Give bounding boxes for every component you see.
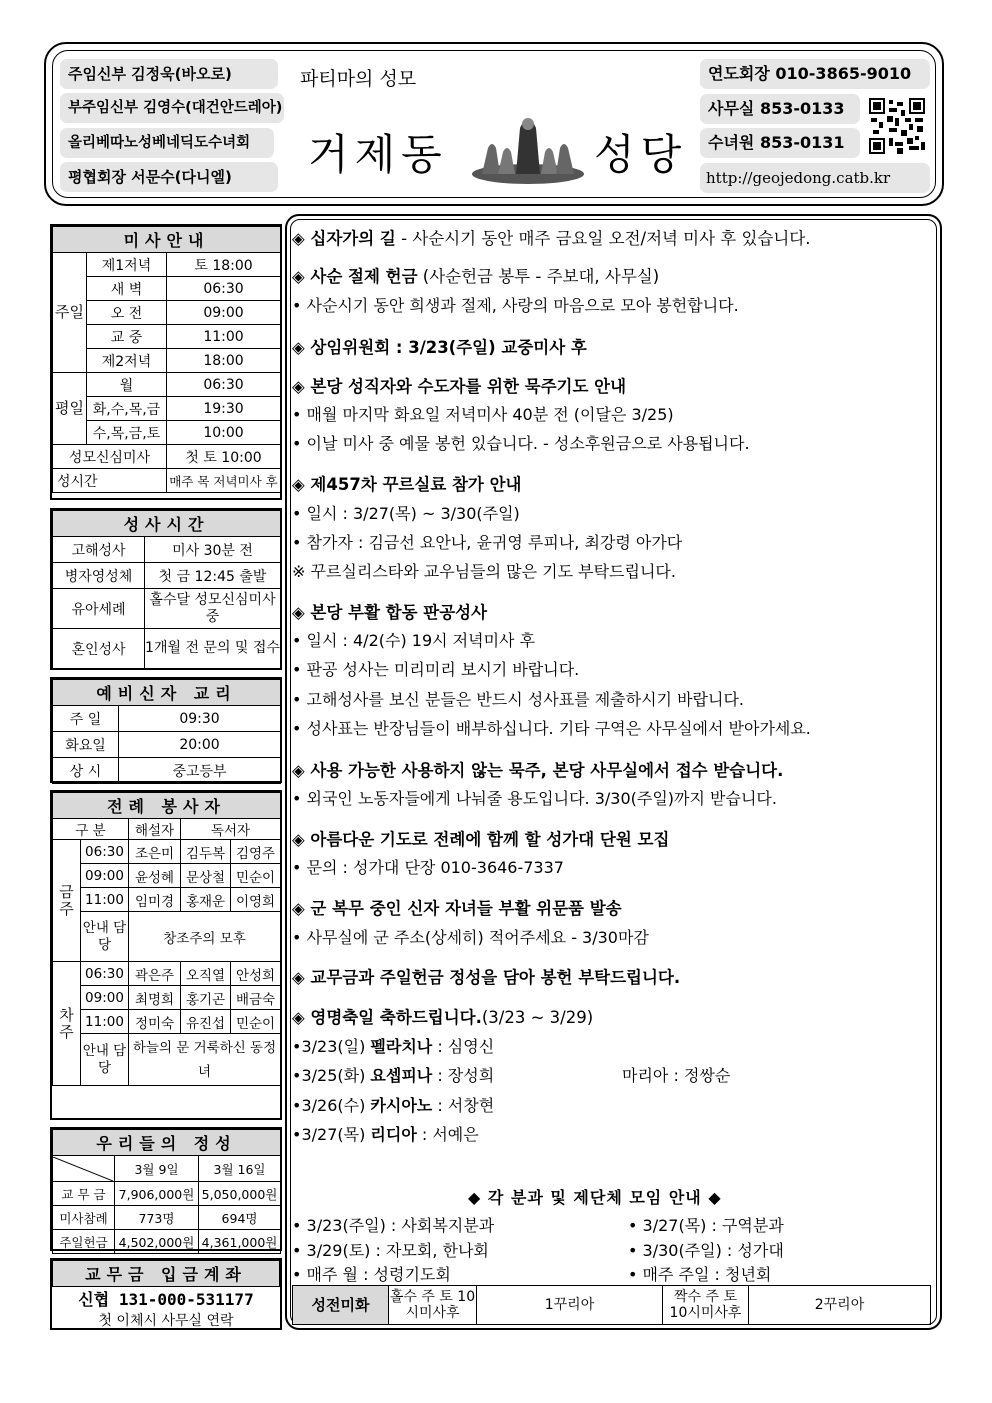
group-meeting: • 3/30(주일) : 성가대 [628,1241,784,1260]
rosary-prayer-title: ◈ 본당 성직자와 수도자를 위한 묵주기도 안내 [292,377,627,396]
cleaning-even-group: 2꾸리아 [749,1286,931,1325]
account-title: 교무금 입금계좌 [53,1261,280,1287]
server-commentator: 조은미 [129,840,181,864]
server-reader: 민순이 [231,864,281,888]
feast-date: •3/23(일) [292,1037,371,1056]
cursillo-detail: ※ 꾸르실리스타와 교우님들의 많은 기도 부탁드립니다. [292,562,676,581]
server-reader: 김영주 [231,840,281,864]
sacraments-title: 성사시간 [53,511,281,537]
this-week-guide: 창조주의 모후 [129,912,281,962]
sunday-label: 주일 [53,253,87,373]
lent-notice [292,263,659,287]
sacrament-name: 혼인성사 [53,629,145,669]
sacrament-time: 첫 금 12:45 출발 [145,563,281,589]
offering-value: 5,050,000원 [199,1182,281,1206]
this-week-label: 금주 [53,840,81,962]
feast-range: (3/23 ~ 3/29) [481,1008,594,1027]
mass-time: 11:00 [167,325,281,349]
account-table [52,1260,280,1330]
mass-time: 토 18:00 [167,253,281,277]
penance-title: ◈ 본당 부활 합동 판공성사 [292,603,488,622]
mass-time: 06:30 [167,277,281,301]
penance-detail: • 일시 : 4/2(수) 19시 저녁미사 후 [292,631,536,650]
stations-text: - 사순시기 동안 매주 금요일 오전/저녁 미사 후 있습니다. [395,229,811,248]
parish-title-right: 성당 [594,130,688,179]
catechumen-table [52,679,281,784]
dues-notice: ◈ 교무금과 주일헌금 정성을 담아 봉헌 부탁드립니다. [292,968,681,987]
mass-name: 수,목,금,토 [87,421,167,445]
penance-detail: • 고해성사를 보신 분들은 반드시 성사표를 제출하시기 바랍니다. [292,690,744,709]
account-note: 첫 이체시 사무실 연락 [98,1313,234,1329]
rosary-prayer-detail: • 매월 마지막 화요일 저녁미사 40분 전 (이달은 3/25) [292,405,674,424]
sacrament-time: 홀수달 성모신심미사 중 [145,589,281,629]
mass-time: 10:00 [167,421,281,445]
server-reader: 홍기곤 [181,986,231,1010]
funeral-contact-pill: 연도회장 010-3865-9010 [700,59,930,89]
server-time: 06:30 [81,962,129,986]
sacrament-time: 미사 30분 전 [145,537,281,563]
feast-entry [292,1034,494,1057]
mass-name: 성시간 [53,469,167,493]
parish-title-left: 거제동 [308,130,448,179]
weekday-label: 평일 [53,373,87,445]
group-meeting: • 3/23(주일) : 사회복지분과 [292,1216,495,1235]
server-time: 09:00 [81,864,129,888]
server-reader: 홍재운 [181,888,231,912]
feast-person: : 정쌍순 [668,1066,731,1085]
council-pill: 평협회장 서문수(다니엘) [60,162,278,192]
guide-label: 안내 담당 [81,1034,129,1086]
servers-head-reader: 독서자 [181,819,281,840]
server-reader: 김두복 [181,840,231,864]
servers-title: 전례 봉사자 [53,793,281,819]
mass-name: 제2저녁 [87,349,167,373]
offering-date: 3월 9일 [115,1156,199,1182]
mass-time: 18:00 [167,349,281,373]
server-time: 11:00 [81,1010,129,1034]
feast-entry [292,1093,494,1116]
class-day: 상 시 [53,758,119,784]
servers-head-division: 구 분 [53,819,129,840]
sacrament-name: 고해성사 [53,537,145,563]
cleaning-even-week: 짝수 주 토 10시미사후 [663,1286,749,1325]
feast-saint: 카시아노 [370,1096,433,1115]
offering-label: 주일헌금 [53,1230,115,1254]
offering-value: 7,906,000원 [115,1182,199,1206]
server-reader: 문상철 [181,864,231,888]
mass-name: 월 [87,373,167,397]
sacrament-name: 병자영성체 [53,563,145,589]
catechumen-title: 예비신자 교리 [53,680,281,706]
guide-label: 안내 담당 [81,912,129,962]
penance-detail: • 성사표는 반장님들이 배부하십니다. 기타 구역은 사무실에서 받아가세요. [292,719,811,738]
office-phone-pill: 사무실 853-0133 [700,94,860,124]
feast-date: •3/27(목) [292,1125,371,1144]
servers-table [52,792,281,1086]
feast-entry [292,1063,494,1086]
group-meeting: • 매주 월 : 성령기도회 [292,1265,451,1284]
mass-time: 06:30 [167,373,281,397]
offering-value: 694명 [199,1206,281,1230]
committee-notice: ◈ 상임위원회 : 3/23(주일) 교중미사 후 [292,338,587,357]
class-time: 중고등부 [119,758,281,784]
sacrament-time: 1개월 전 문의 및 접수 [145,629,281,669]
military-title: ◈ 군 복무 중인 신자 자녀들 부활 위문품 발송 [292,899,622,918]
feast-saint: 요셉피나 [370,1066,433,1085]
sacraments-table [52,510,281,669]
feast-person: : 서예은 [416,1125,479,1144]
server-reader: 민순이 [231,1010,281,1034]
class-day: 주 일 [53,706,119,732]
mass-time: 09:00 [167,301,281,325]
mass-schedule-title: 미사안내 [53,227,281,253]
mass-time: 첫 토 10:00 [167,445,281,469]
cursillo-detail: • 일시 : 3/27(목) ~ 3/30(주일) [292,504,520,523]
choir-title: ◈ 아름다운 기도로 전례에 함께 할 성가대 단원 모집 [292,830,670,849]
rosary-prayer-detail: • 이날 미사 중 예물 봉헌 있습니다. - 성소후원금으로 사용됩니다. [292,434,750,453]
feast-saint: 리디아 [370,1125,417,1144]
mass-schedule-table [52,226,281,493]
offering-value: 4,502,000원 [115,1230,199,1254]
server-time: 09:00 [81,986,129,1010]
server-reader: 이영희 [231,888,281,912]
choir-detail: • 문의 : 성가대 단장 010-3646-7337 [292,858,564,877]
offering-date: 3월 16일 [199,1156,281,1182]
mass-name: 새 벽 [87,277,167,301]
class-time: 20:00 [119,732,281,758]
offering-label: 미사참례 [53,1206,115,1230]
military-detail: • 사무실에 군 주소(상세히) 적어주세요 - 3/30마감 [292,928,649,947]
mass-name: 오 전 [87,301,167,325]
feast-person: : 장성희 [432,1066,495,1085]
sacrament-name: 유아세례 [53,589,145,629]
feast-date: •3/25(화) [292,1066,371,1085]
feast-title: ◈ 영명축일 축하드립니다. [292,1008,482,1027]
parish-website: http://geojedong.catb.kr [700,163,930,193]
groups-title: ◆ 각 분과 및 제단체 모임 안내 ◆ [468,1188,722,1207]
server-commentator: 정미숙 [129,1010,181,1034]
stations-title: ◈ 십자가의 길 [292,229,396,248]
group-meeting: • 매주 주일 : 청년회 [628,1265,772,1284]
feast-saint: 펠라치나 [370,1037,433,1056]
server-commentator: 곽은주 [129,962,181,986]
feast-person: : 서창현 [432,1096,495,1115]
parish-patron: 파티마의 성모 [300,68,417,90]
servers-head-commentator: 해설자 [129,819,181,840]
rosary-collection-title: ◈ 사용 가능한 사용하지 않는 묵주, 본당 사무실에서 접수 받습니다. [292,761,784,780]
assistant-pastor-pill: 부주임신부 김영수(대건안드레아) [60,93,284,123]
server-commentator: 임미경 [129,888,181,912]
server-commentator: 윤성혜 [129,864,181,888]
offering-value: 773명 [115,1206,199,1230]
feast-entry [622,1063,730,1086]
cleaning-label: 성전미화 [293,1286,389,1325]
cursillo-title: ◈ 제457차 꾸르실료 참가 안내 [292,475,522,494]
offering-label: 교 무 금 [53,1182,115,1206]
offering-value: 4,361,000원 [199,1230,281,1254]
offerings-corner [53,1156,115,1182]
cleaning-odd-group: 1꾸리아 [477,1286,663,1325]
next-week-label: 차주 [53,962,81,1086]
convent-phone-pill: 수녀원 853-0131 [700,128,860,158]
pastor-pill: 주임신부 김정욱(바오로) [60,59,278,89]
lent-title: ◈ 사순 절제 헌금 [292,267,418,286]
server-time: 06:30 [81,840,129,864]
feast-notice [292,1004,593,1028]
lent-paren: (사순헌금 봉투 - 주보대, 사무실) [417,267,660,286]
sisters-pill: 올리베따노성베네딕도수녀회 [60,128,274,158]
mass-name: 제1저녁 [87,253,167,277]
penance-detail: • 판공 성사는 미리미리 보시기 바랍니다. [292,660,580,679]
lent-detail: • 사순시기 동안 희생과 절제, 사랑의 마음으로 모아 봉헌합니다. [292,296,739,315]
account-number: 신협 131-000-531177 [78,1290,254,1309]
rosary-collection-detail: • 외국인 노동자들에게 나눠줄 용도입니다. 3/30(주일)까지 받습니다. [292,789,777,808]
server-reader: 배금숙 [231,986,281,1010]
cursillo-detail: • 참가자 : 김금선 요안나, 윤귀영 루피나, 최강령 아가다 [292,533,683,552]
feast-entry [292,1122,479,1145]
server-commentator: 최명희 [129,986,181,1010]
feast-saint: 마리아 [622,1066,669,1085]
server-time: 11:00 [81,888,129,912]
madonna-logo-icon [468,108,588,186]
class-day: 화요일 [53,732,119,758]
cleaning-table [292,1285,931,1325]
next-week-guide: 하늘의 문 거룩하신 동정녀 [129,1034,281,1086]
feast-date: •3/26(수) [292,1096,371,1115]
mass-time: 매주 목 저녁미사 후 [167,469,281,493]
mass-name: 성모신심미사 [53,445,167,469]
mass-name: 교 중 [87,325,167,349]
group-meeting: • 3/29(토) : 자모회, 한나회 [292,1241,489,1260]
server-reader: 유진섭 [181,1010,231,1034]
mass-time: 19:30 [167,397,281,421]
class-time: 09:30 [119,706,281,732]
qr-code-icon [869,98,925,154]
offerings-table [52,1129,281,1254]
offerings-title: 우리들의 정성 [53,1130,281,1156]
server-reader: 안성희 [231,962,281,986]
feast-person: : 심영신 [432,1037,495,1056]
mass-name: 화,수,목,금 [87,397,167,421]
cleaning-odd-week: 홀수 주 토 10시미사후 [389,1286,477,1325]
stations-notice [292,225,811,249]
server-reader: 오직열 [181,962,231,986]
group-meeting: • 3/27(목) : 구역분과 [628,1216,784,1235]
